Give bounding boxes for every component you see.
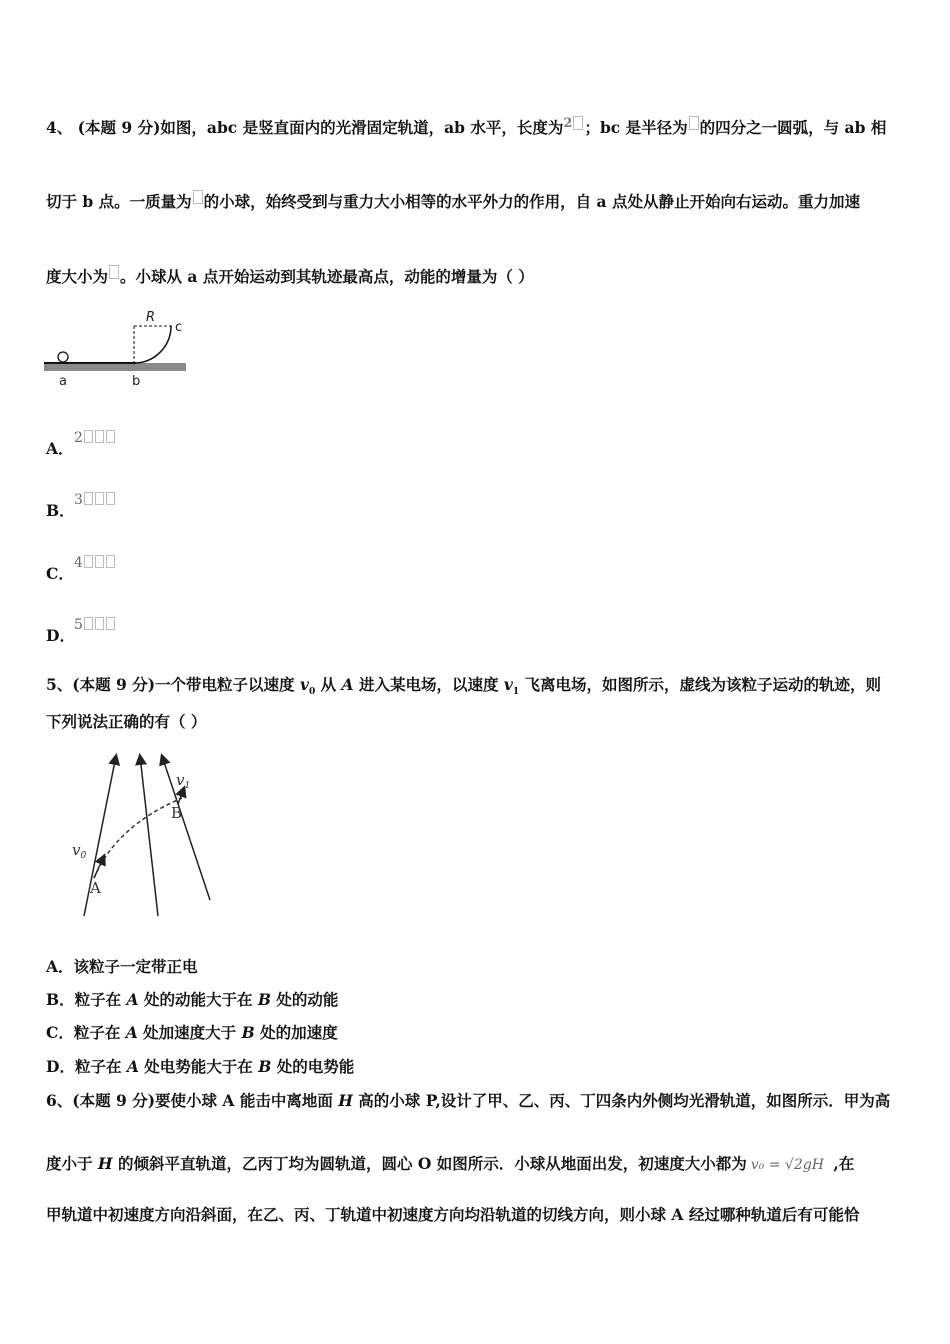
q4-option-a-label: A．	[46, 439, 74, 458]
q4-track-figure	[44, 308, 194, 394]
missing-glyph-icon	[95, 492, 104, 505]
q6-line-3: 甲轨道中初速度方向沿斜面，在乙、丙、丁轨道中初速度方向均沿轨道的切线方向，则小球 A 经过哪种轨道后有可能恰	[46, 1205, 860, 1224]
missing-glyph-icon	[109, 265, 119, 279]
missing-glyph-icon	[106, 492, 115, 505]
arc-bc	[134, 326, 171, 363]
q5-option-c: C．粒子在 A 处加速度大于 B 处的加速度	[46, 1023, 338, 1042]
velocity-formula: v₀ = √2gH	[750, 1157, 824, 1173]
q4-option-c-value: 4	[74, 555, 116, 571]
label-A: A	[90, 879, 101, 897]
trajectory-dashed	[94, 798, 182, 878]
missing-glyph-icon	[573, 116, 583, 130]
q5-option-d: D．粒子在 A 处电势能大于在 B 处的电势能	[46, 1057, 355, 1076]
label-a: a	[59, 374, 67, 389]
label-R: R	[146, 310, 156, 325]
q4-option-b-value: 3	[74, 492, 116, 508]
q4-line-3: 度大小为 。小球从 a 点开始运动到其轨迹最高点，动能的增量为（ ）	[46, 267, 534, 286]
q6-line-2: 度小于 H 的倾斜平直轨道，乙丙丁均为圆轨道，圆心 O 如图所示．小球从地面出发，初速度大小都为 v₀ = √2gH ,在	[46, 1154, 855, 1173]
missing-glyph-icon	[106, 430, 115, 443]
q6-line-1: 6、(本题 9 分)要使小球 A 能击中离地面 H 高的小球 P,设计了甲、乙、丙、丁四条内外侧均光滑轨道，如图所示．甲为高	[46, 1091, 891, 1110]
missing-glyph-icon	[95, 430, 104, 443]
missing-glyph-icon	[84, 555, 93, 568]
v1-arrow	[178, 788, 184, 804]
length-symbol: 2	[563, 116, 573, 131]
q5-line-1: 5、(本题 9 分)一个带电粒子以速度 $v_0$ 从 A 进入某电场，以速度 $v_1$ 飞离电场，如图所示，虚线为该粒子运动的轨迹，则	[46, 675, 882, 698]
ball-icon	[58, 352, 68, 362]
q4-option-d-label: D．	[46, 626, 75, 645]
q4-option-c-label: C．	[46, 564, 74, 583]
missing-glyph-icon	[84, 430, 93, 443]
missing-glyph-icon	[106, 555, 115, 568]
ground	[44, 363, 186, 371]
label-v1: $v_1$	[176, 771, 191, 791]
label-b: b	[132, 374, 141, 389]
missing-glyph-icon	[689, 116, 699, 130]
missing-glyph-icon	[84, 617, 93, 630]
missing-glyph-icon	[95, 555, 104, 568]
q5-line-2: 下列说法正确的有（ ）	[46, 712, 207, 731]
q5-field-figure	[68, 748, 218, 920]
label-c: c	[175, 320, 183, 335]
q5-option-a: A．该粒子一定带正电	[46, 957, 198, 976]
q4-line-1: 4、 (本题 9 分)如图，abc 是竖直面内的光滑固定轨道，ab 水平，长度为$^2$ ；bc 是半径为 的四分之一圆弧，与 ab 相	[46, 116, 887, 137]
q4-option-b-label: B．	[46, 501, 75, 520]
q5-option-b: B．粒子在 A 处的动能大于在 B 处的动能	[46, 990, 339, 1009]
missing-glyph-icon	[193, 190, 203, 204]
missing-glyph-icon	[106, 617, 115, 630]
field-line-3	[162, 756, 210, 900]
q4-option-a-value: 2	[74, 430, 116, 446]
q4-line-2: 切于 b 点。一质量为 的小球，始终受到与重力大小相等的水平外力的作用，自 a 点处从静止开始向右运动。重力加速	[46, 192, 860, 211]
label-v0: $v_0$	[72, 841, 87, 861]
label-B: B	[171, 804, 183, 822]
q4-option-d-value: 5	[74, 617, 116, 633]
missing-glyph-icon	[95, 617, 104, 630]
field-line-2	[140, 756, 158, 916]
missing-glyph-icon	[84, 492, 93, 505]
